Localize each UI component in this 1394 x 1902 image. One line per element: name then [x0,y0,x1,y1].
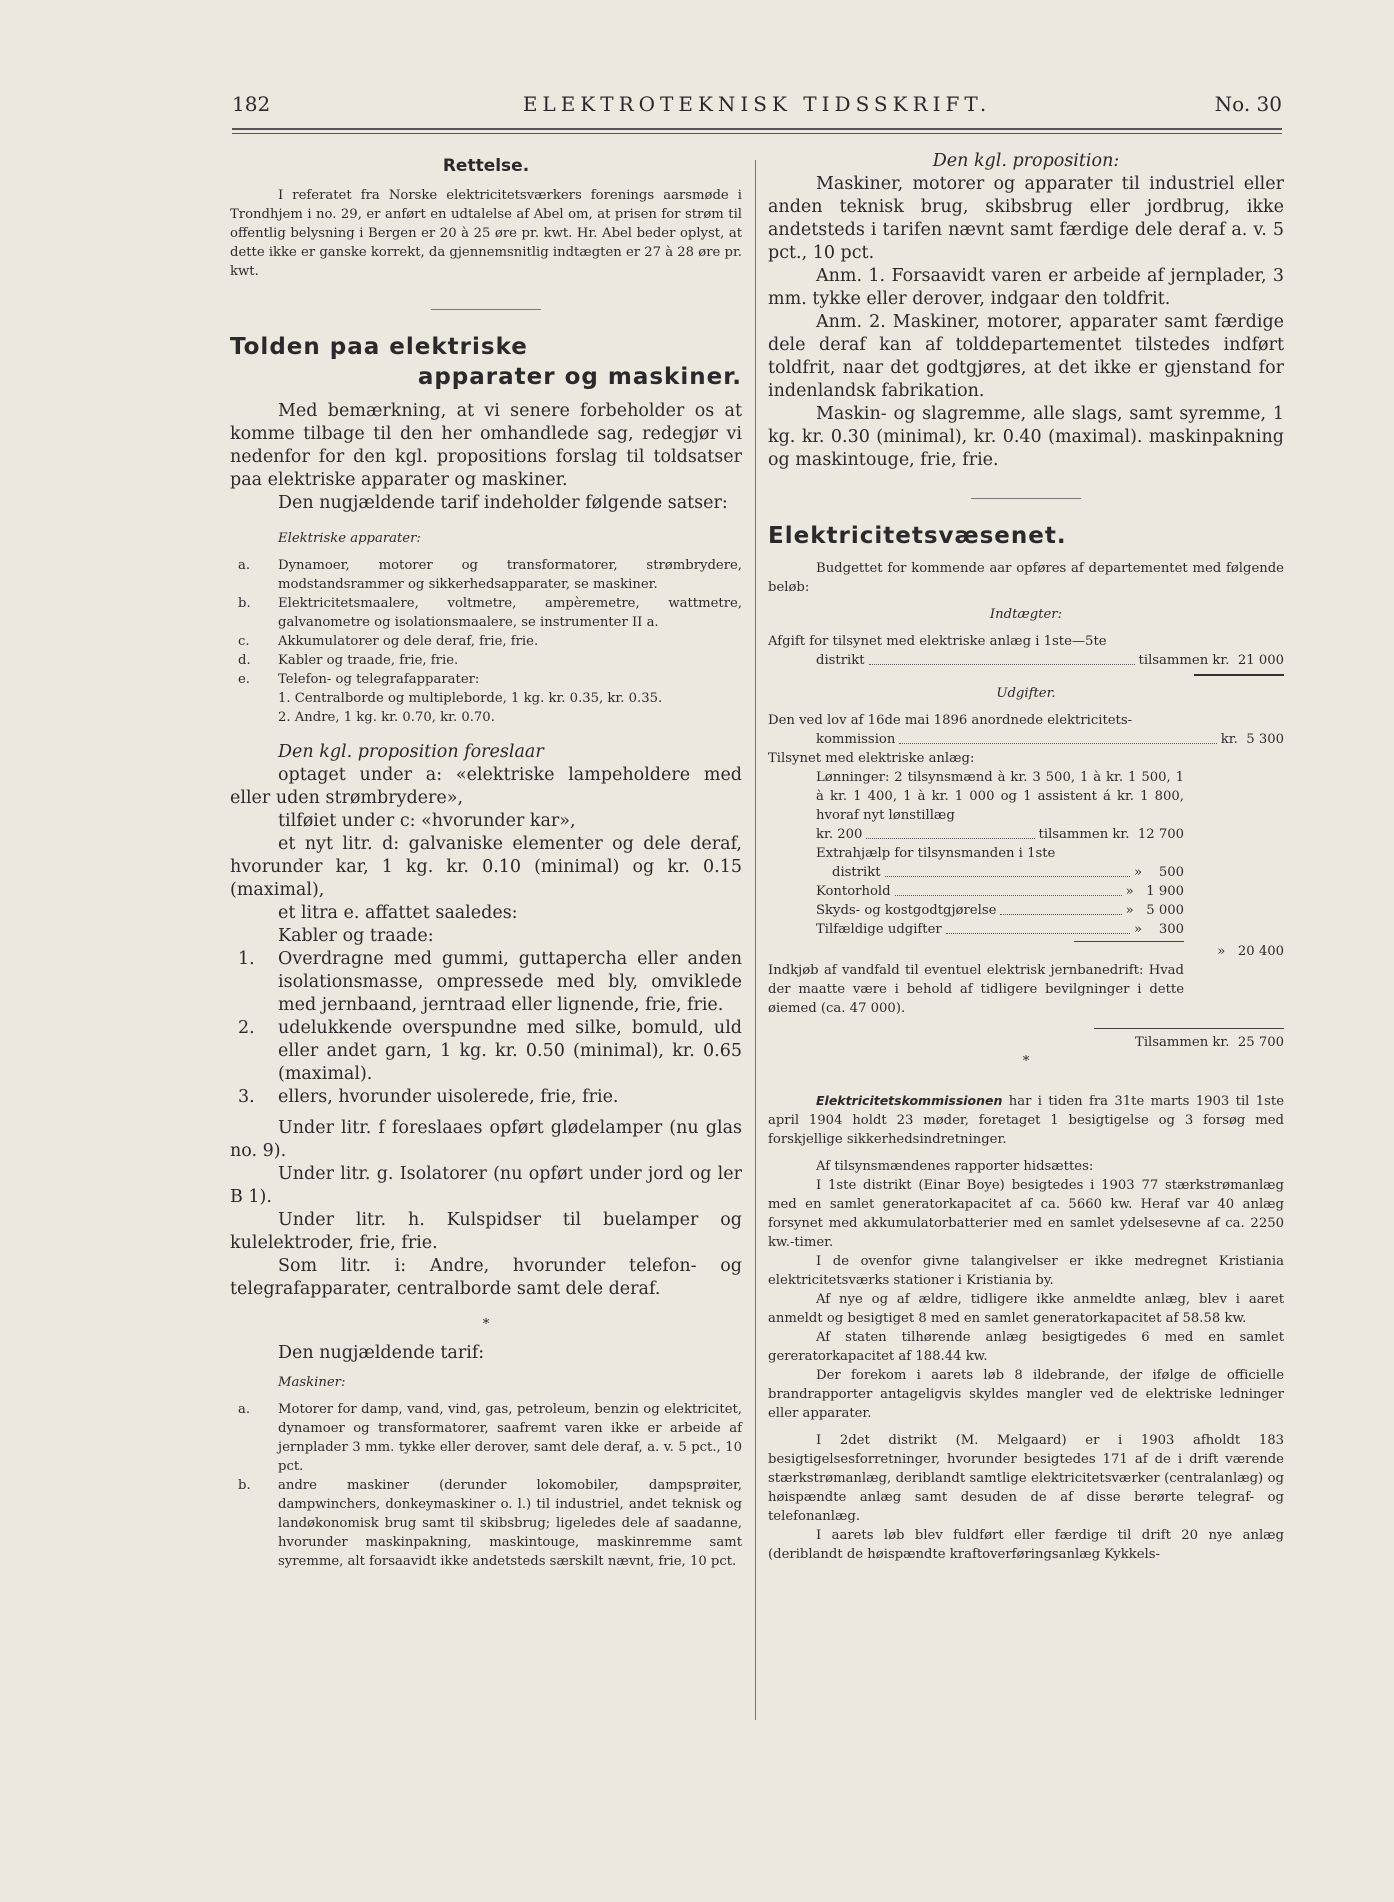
maskiner-list [230,1400,742,1571]
list-item: c. Akkumulatorer og dele deraf, frie, frie. [238,634,539,649]
section-divider [971,498,1081,499]
report-para: I de ovenfor givne talangivelser er ikke medregnet Kristiania elektricitetsværks stationer i Kristiania by. [768,1254,1284,1288]
right-prop-para: Anm. 1. Forsaavidt varen er arbeide af jernplader, 3 mm. tykke eller derover, indgaar den toldfrit. [768,266,1284,309]
sub-item: 2. Andre, 1 kg. kr. 0.70, kr. 0.70. [278,710,495,725]
litra-para: Under litr. h. Kulspidser til buelamper og kulelektroder, frie, frie. [230,1210,742,1253]
skyds-row: Skyds- og kostgodtgjørelse » 5 000 [816,903,1184,918]
header-rule-thin [232,133,1282,134]
report-para: I aarets løb blev fuldført eller færdige til drift 20 nye anlæg (deriblandt de høispændte kraftoverføringsanlæg Kykkels- [768,1528,1284,1562]
report-para: I 1ste distrikt (Einar Boye) besigtedes i 1903 77 stærkstrømanlæg med en samlet generatorkapacitet af ca. 5660 kw. Heraf var 40 anlæg forsynet med akkumulatorbatterier med en samlet ydelsesevne af ca. 2250 kw.-timer. [768,1178,1284,1250]
tilsyn-intro: Af tilsynsmændenes rapporter hidsættes: [816,1159,1094,1174]
subtotal-row: » 20 400 [1217,944,1284,959]
grand-total-row: Tilsammen kr. 25 700 [1135,1035,1284,1050]
udgifter-table [768,711,1284,1071]
list-item: 3. ellers, hvorunder uisolerede, frie, frie. [238,1087,619,1107]
page-number: 182 [232,92,271,116]
list-item: e. Telefon- og telegrafapparater: [238,672,480,687]
section-divider [431,309,541,310]
journal-title: ELEKTROTEKNISK TIDSSKRIFT. [522,92,992,116]
udgifter-title: Udgifter. [996,686,1056,701]
list-item: b. andre maskiner (derunder lokomobiler, dampsprøiter, dampwinchers, donkeymaskiner o. l.) til industriel, andet teknisk og landøkonomisk brug samt til skibsbrug; ligeledes dele af saadanne, hvorunder maskinpakning, maskintouge, maskinremme samt syremme, alt forsaavidt ikke andetsteds særskilt nævnt, frie, 10 pct. [238,1478,742,1569]
rettelse-body: I referatet fra Norske elektricitetsværkers forenings aarsmøde i Trondhjem i no. 29, er anført en udtalelse af Abel om, at prisen for strøm til offentlig belysning i Bergen er 20 à 25 øre pr. kwt. Hr. Abel beder oplyst, at dette ikke er ganske korrekt, da gjennemsnitlig indtægten er 27 à 28 øre pr. kwt. [230,188,742,279]
column-divider [755,160,756,1720]
sub-item: 1. Centralborde og multipleborde, 1 kg. kr. 0.35, kr. 0.35. [278,691,663,706]
prop-para: tilføiet under c: «hvorunder kar», [278,811,576,831]
tolden-heading-line2: apparater og maskiner. [417,364,742,390]
proposition-intro: Den kgl. proposition foreslaar [278,742,544,762]
tolden-intro: Med bemærkning, at vi senere forbeholder os at komme tilbage til den her omhandlede sag, redegjør vi nedenfor for den kgl. propositions forslag til toldsatser paa elektriske apparater og maskiner. [230,401,742,490]
prop-para: optaget under a: «elektriske lampeholdere med eller uden strømbrydere», [230,765,742,808]
elektricitetsvaesenet-heading: Elektricitetsvæsenet. [768,523,1067,549]
apparater-list [230,556,742,727]
tarif2-title: Den nugjældende tarif: [278,1343,485,1363]
right-prop-para: Maskin- og slagremme, alle slags, samt syremme, 1 kg. kr. 0.30 (minimal), kr. 0.40 (maximal). maskinpakning og maskintouge, frie, frie. [768,404,1284,470]
report-para: I 2det distrikt (M. Melgaard) er i 1903 afholdt 183 besigtigelsesforretninger, hvorunder besigtedes 171 af de i drift værende stærkstrømanlæg, deriblandt samtlige elektricitetsværker (centralanlæg) og høispændte anlæg samt desuden de af disse berørte telegraf- og telefonanlæg. [768,1433,1284,1524]
total-rule [1194,674,1284,676]
header-rule [232,128,1282,130]
indtaegter-title: Indtægter: [989,607,1063,622]
afgift-line: Afgift for tilsynet med elektriske anlæg i 1ste—5te [768,634,1107,649]
lov-line: Den ved lov af 16de mai 1896 anordnede elektricitets- [768,713,1133,728]
kabler-list [230,948,742,1109]
asterisk-divider: * [482,1317,490,1332]
elektriske-apparater-title: Elektriske apparater: [278,531,421,546]
asterisk-divider: * [1022,1054,1030,1069]
tilsyn-line: Tilsynet med elektriske anlæg: [768,751,975,766]
lonninger-total-row: kr. 200 tilsammen kr. 12 700 [816,827,1184,842]
list-item: 2. udelukkende overspundne med silke, bomuld, uld eller andet garn, 1 kg. kr. 0.50 (minimal), kr. 0.65 (maximal). [238,1018,742,1084]
issue-number: No. 30 [1214,92,1282,116]
kommission-para: Elektricitetskommissionen har i tiden fra 31te marts 1903 til 1ste april 1904 holdt 23 møder, foretaget 1 besigtigelse og 3 forsøg med forskjellige sikkerhedsindretninger. [768,1093,1284,1147]
afgift-total-row: distrikt tilsammen kr. 21 000 [816,653,1284,668]
list-item: 1. Overdragne med gummi, guttapercha eller anden isolationsmasse, ompressede med bly, omviklede med jernbaand, jerntraad eller lignende, frie, frie. [238,949,742,1015]
extra-row: distrikt » 500 [832,865,1184,880]
right-prop-para: Maskiner, motorer og apparater til industriel eller anden teknisk brug, skibsbrug eller jordbrug, ikke andetsteds i tarifen nævnt samt færdige dele deraf a. v. 5 pct., 10 pct. [768,174,1284,263]
list-item: b. Elektricitetsmaalere, voltmetre, ampèremetre, wattmetre, galvanometre og isolationsmaalere, se instrumenter II a. [238,596,742,630]
tarif-line: Den nugjældende tarif indeholder følgende satser: [278,493,728,513]
rettelse-heading: Rettelse. [442,156,530,176]
litra-para: Under litr. f foreslaaes opført glødelamper (nu glas no. 9). [230,1118,742,1161]
right-prop-para: Anm. 2. Maskiner, motorer, apparater samt færdige dele deraf kan af tolddepartementet tilstedes indført toldfrit, naar det godtgjøres, at det ikke er gjenstand for indenlandsk fabrikation. [768,312,1284,401]
left-column [230,150,742,1571]
proposition-title: Den kgl. proposition: [932,151,1120,171]
lov-row: kommission kr. 5 300 [816,732,1284,747]
indtaegter-table [768,632,1284,676]
prop-para: Kabler og traade: [278,926,434,946]
prop-para: et nyt litr. d: galvaniske elementer og dele deraf, hvorunder kar, 1 kg. kr. 0.10 (minimal) og kr. 0.15 (maximal), [230,834,742,900]
report-para: Der forekom i aarets løb 8 ildebrande, der ifølge de officielle brandrapporter antageligvis skyldes mangler ved de elektriske ledninger eller apparater. [768,1368,1284,1421]
tilf-row: Tilfældige udgifter » 300 [816,922,1184,937]
tolden-heading-line1: Tolden paa elektriske [230,334,528,360]
report-para: Af staten tilhørende anlæg besigtigedes 6 med en samlet gereratorkapacitet af 188.44 kw. [768,1330,1284,1364]
list-item: d. Kabler og traade, frie, frie. [238,653,459,668]
report-para: Af nye og af ældre, tidligere ikke anmeldte anlæg, blev i aaret anmeldt og besigtiget 8 med en samlet generatorkapacitet af 58.58 kw. [768,1292,1284,1326]
litra-para: Under litr. g. Isolatorer (nu opført under jord og ler B 1). [230,1164,742,1207]
lonninger-text: Lønninger: 2 tilsynsmænd à kr. 3 500, 1 à kr. 1 500, 1 à kr. 1 400, 1 à kr. 1 000 og 1 assistent á kr. 1 800, hvoraf nyt lønstillæg [816,770,1184,823]
extra-line: Extrahjælp for tilsynsmanden i 1ste [816,846,1056,861]
list-item: a. Motorer for damp, vand, vind, gas, petroleum, benzin og elektricitet, dynamoer og transformatorer, saafremt varen ikke er arbeide af jernplader 3 mm. tykke eller derover, samt dele deraf, a. v. 5 pct., 10 pct. [238,1402,742,1474]
litra-para: Som litr. i: Andre, hvorunder telefon- og telegrafapparater, centralborde samt dele deraf. [230,1256,742,1299]
running-header [232,92,1282,118]
kontor-row: Kontorhold » 1 900 [816,884,1184,899]
indkjob-text: Indkjøb af vandfald til eventuel elektrisk jernbanedrift: Hvad der maatte være i behold af tidligere bevilgninger i dette øiemed (ca. 47 000). [768,963,1184,1016]
budget-intro: Budgettet for kommende aar opføres af departementet med følgende beløb: [768,561,1284,595]
prop-para: et litra e. affattet saaledes: [278,903,518,923]
list-item: a. Dynamoer, motorer og transformatorer, strømbrydere, modstandsrammer og sikkerhedsapparater, se maskiner. [238,558,742,592]
maskiner-title: Maskiner: [278,1375,346,1390]
total-rule [1094,1028,1284,1029]
right-column [768,150,1284,1564]
